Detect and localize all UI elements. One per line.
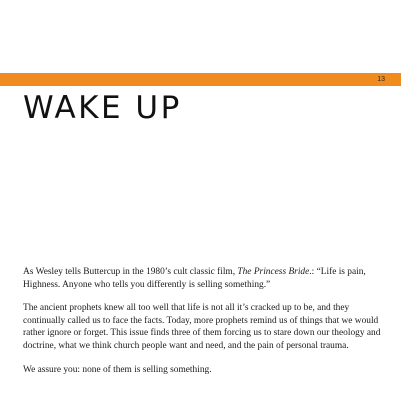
page-title: WAKE UP bbox=[23, 90, 182, 126]
article-body bbox=[23, 266, 383, 387]
intro-paragraph bbox=[23, 266, 383, 291]
intro-text-start: As Wesley tells Buttercup in the 1980’s cult classic film, bbox=[23, 267, 238, 277]
page-number: 13 bbox=[377, 76, 385, 83]
closing-paragraph: We assure you: none of them is selling something. bbox=[23, 364, 212, 375]
film-title: The Princess Bride bbox=[237, 267, 310, 277]
intro-text-quote: .: “Life is pain, Highness. Anyone who tells you differently is selling something.” bbox=[23, 267, 366, 290]
header-accent-bar bbox=[0, 73, 401, 86]
prophets-paragraph: The ancient prophets knew all too well that life is not all it’s cracked up to be, and they continually called us to face the facts. Today, more prophets remind us of things that we would rather ignore or forget. This issue finds three of them forcing us to stare down our theology and doctrine, what we think church people want and need, and the pain of personal trauma. bbox=[23, 303, 381, 351]
